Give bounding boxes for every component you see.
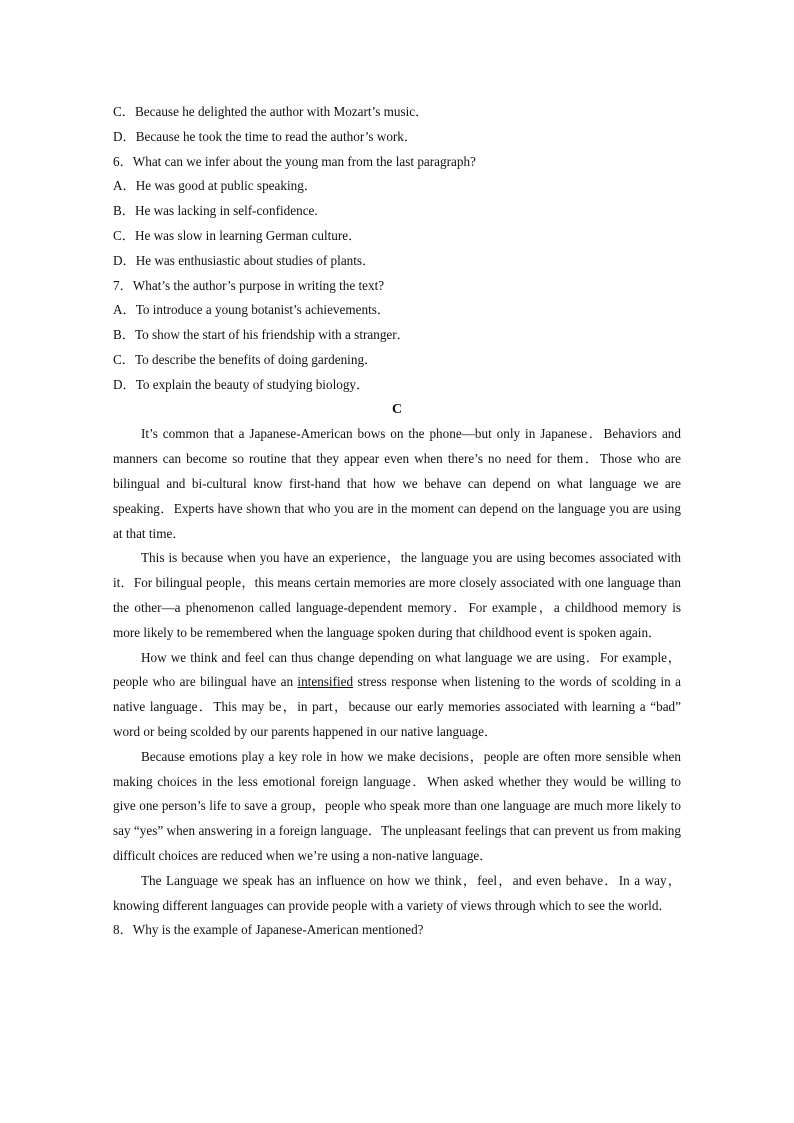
question-8: 8．Why is the example of Japanese-American mentioned? [113, 922, 424, 938]
option-a-q7: A．To introduce a young botanist’s achievements． [113, 302, 391, 318]
underlined-word: intensified [297, 674, 354, 690]
option-c-q5: C．Because he delighted the author with Mozart’s music． [113, 104, 429, 119]
option-b-q7: B．To show the start of his friendship with a stranger． [113, 327, 410, 343]
passage-paragraph-1: It’s common that a Japanese-American bows on the phone—but only in Japanese．Behaviors and manners can become so routine that they appear even when there’s no need for them．Those who are bilingual and bi-cultural know first-hand that how we behave can depend on what language we are speaking．Experts have shown that who you are in the moment can depend on the language you are using at that time． [113, 426, 681, 541]
option-b-q6: B．He was lacking in self-confidence. [113, 203, 318, 219]
question-6: 6．What can we infer about the young man from the last paragraph? [113, 153, 476, 169]
section-heading: C [391, 401, 403, 417]
paragraph-3-text-end: stress response when listening to the words of scolding in a native language．This may be，in part，because our early memories associated with learning a “bad” word or being scolded by our parents happened in our native language． [113, 674, 682, 739]
passage-paragraph-3 [113, 646, 681, 745]
passage-paragraph-4: Because emotions play a key role in how we make decisions，people are often more sensible when making choices in the less emotional foreign language．When asked whether they would be willing to give one person’s life to save a group，people who speak more than one language are much more likely to say “yes” when answering in a foreign language．The unpleasant feelings that can prevent us from making difficult choices are reduced when we’re using a non-native language． [113, 748, 681, 863]
option-c-q6: C．He was slow in learning German culture． [113, 227, 362, 243]
option-c-q7: C．To describe the benefits of doing gardening． [113, 351, 378, 367]
passage-paragraph-5: The Language we speak has an influence on how we think，feel，and even behave．In a way，knowing different languages can provide people with a variety of views through which to see the world． [113, 872, 681, 913]
option-a-q6: A．He was good at public speaking． [113, 178, 318, 194]
passage-paragraph-2: This is because when you have an experience，the language you are using becomes associated with it．For bilingual people，this means certain memories are more closely associated with one language than the other—a phenomenon called language-dependent memory．For example，a childhood memory is more likely to be remembered when the language spoken during that childhood event is spoken again． [113, 550, 681, 640]
option-d-q6: D．He was enthusiastic about studies of plants． [113, 252, 376, 268]
document-page [113, 100, 681, 943]
question-7: 7．What’s the author’s purpose in writing the text? [113, 277, 385, 293]
option-d-q5: D．Because he took the time to read the author’s work． [113, 128, 418, 144]
paragraph-3-text-start: How we think and feel can thus change depending on what language we are using．For example，people who are bilingual have an [113, 649, 681, 690]
option-d-q7: D．To explain the beauty of studying biology． [113, 376, 370, 392]
